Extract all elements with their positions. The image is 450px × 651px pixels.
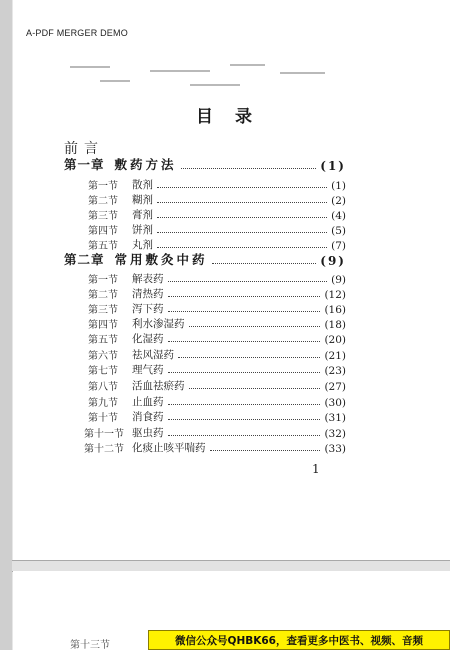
toc-section-2-2[interactable] [0,285,450,301]
toc-section-2-7[interactable] [0,361,450,377]
dot-leader [168,281,328,282]
toc-section-2-3[interactable] [0,300,450,316]
toc-section-2-12[interactable] [0,439,450,455]
section-label: 第三节 [88,305,118,316]
promo-banner-text: 微信公众号QHBK66，查看更多中医书、视频、音频 [175,634,423,647]
section-label: 第四节 [88,320,118,331]
toc-preface[interactable]: 前言 [64,141,104,157]
dot-leader [189,326,321,327]
section-label: 第五节 [88,241,118,252]
section-page: (27) [324,381,346,393]
toc-section-1-2[interactable] [0,191,450,207]
dot-leader [157,187,327,188]
section-page: (5) [331,225,346,237]
toc-title: 目录 [196,107,274,127]
dot-leader [168,296,321,297]
section-title: 饼剂 [132,224,153,236]
section-page: (7) [331,240,346,252]
section-page: (9) [331,274,346,286]
section-label: 第五节 [88,335,118,346]
section-title: 祛风湿药 [132,349,174,361]
toc-section-1-3[interactable] [0,206,450,222]
dot-leader [157,217,327,218]
toc-section-2-5[interactable] [0,330,450,346]
section-label: 第九节 [88,398,118,409]
page-number: 1 [312,462,320,476]
dot-leader [168,404,321,405]
section-label: 第七节 [88,366,118,377]
section-page: (1) [331,180,346,192]
section-page: (21) [324,350,346,362]
section-label: 第三节 [88,211,118,222]
dot-leader [168,311,321,312]
chapter-page: (1) [320,159,346,173]
section-page: (2) [331,195,346,207]
chapter-title: 常用敷灸中药 [114,252,208,267]
toc-section-1-4[interactable] [0,221,450,237]
section-page: (33) [324,443,346,455]
toc-section-1-1[interactable] [0,176,450,192]
section-page: (23) [324,365,346,377]
section-page: (32) [324,428,346,440]
dot-leader [168,341,321,342]
section-page: (30) [324,397,346,409]
section-title: 清热药 [132,288,164,300]
chapter-label: 第二章 [64,252,105,267]
section-label: 第一节 [88,275,118,286]
dot-leader [157,202,327,203]
toc-section-2-6[interactable] [0,346,450,362]
section-label: 第二节 [88,290,118,301]
section-label: 第二节 [88,196,118,207]
section-title: 化痰止咳平喘药 [132,442,206,454]
toc-section-2-10[interactable] [0,408,450,424]
chapter-title: 敷药方法 [114,157,177,172]
section-page: (20) [324,334,346,346]
dot-leader [157,247,327,248]
dot-leader [210,450,321,451]
section-title: 解表药 [132,273,164,285]
section-title: 活血祛瘀药 [132,380,185,392]
section-page: (18) [324,319,346,331]
section-label: 第八节 [88,382,118,393]
toc-section-2-8[interactable] [0,377,450,393]
toc-section-2-1[interactable] [0,270,450,286]
dot-leader [212,263,317,264]
section-title: 糊剂 [132,194,153,206]
section-title: 理气药 [132,364,164,376]
section-title: 化湿药 [132,333,164,345]
promo-banner[interactable] [148,630,450,650]
section-title: 止血药 [132,396,164,408]
section-title: 散剂 [132,179,153,191]
toc-section-2-11[interactable] [0,424,450,440]
dot-leader [178,357,320,358]
section-page: (16) [324,304,346,316]
section-label: 第十二节 [84,444,124,455]
next-page-fragment: 第十三节 [70,640,110,651]
section-title: 驱虫药 [132,427,164,439]
section-page: (4) [331,210,346,222]
section-title: 泻下药 [132,303,164,315]
section-label: 第十节 [88,413,118,424]
dot-leader [168,372,321,373]
toc-section-2-9[interactable] [0,393,450,409]
toc-section-2-4[interactable] [0,315,450,331]
section-title: 消食药 [132,411,164,423]
section-page: (12) [324,289,346,301]
dot-leader [157,232,327,233]
watermark-text: A-PDF MERGER DEMO [26,28,128,38]
section-page: (31) [324,412,346,424]
dot-leader [181,168,317,169]
section-label: 第十一节 [84,429,124,440]
section-label: 第一节 [88,181,118,192]
section-label: 第六节 [88,351,118,362]
chapter-label: 第一章 [64,157,105,172]
chapter-page: (9) [320,254,346,268]
toc-chapter-2[interactable] [0,252,450,268]
section-title: 利水渗湿药 [132,318,185,330]
dot-leader [168,419,321,420]
toc-chapter-1[interactable] [0,157,450,173]
dot-leader [168,435,321,436]
section-title: 膏剂 [132,209,153,221]
dot-leader [189,388,321,389]
section-title: 丸剂 [132,239,153,251]
section-label: 第四节 [88,226,118,237]
